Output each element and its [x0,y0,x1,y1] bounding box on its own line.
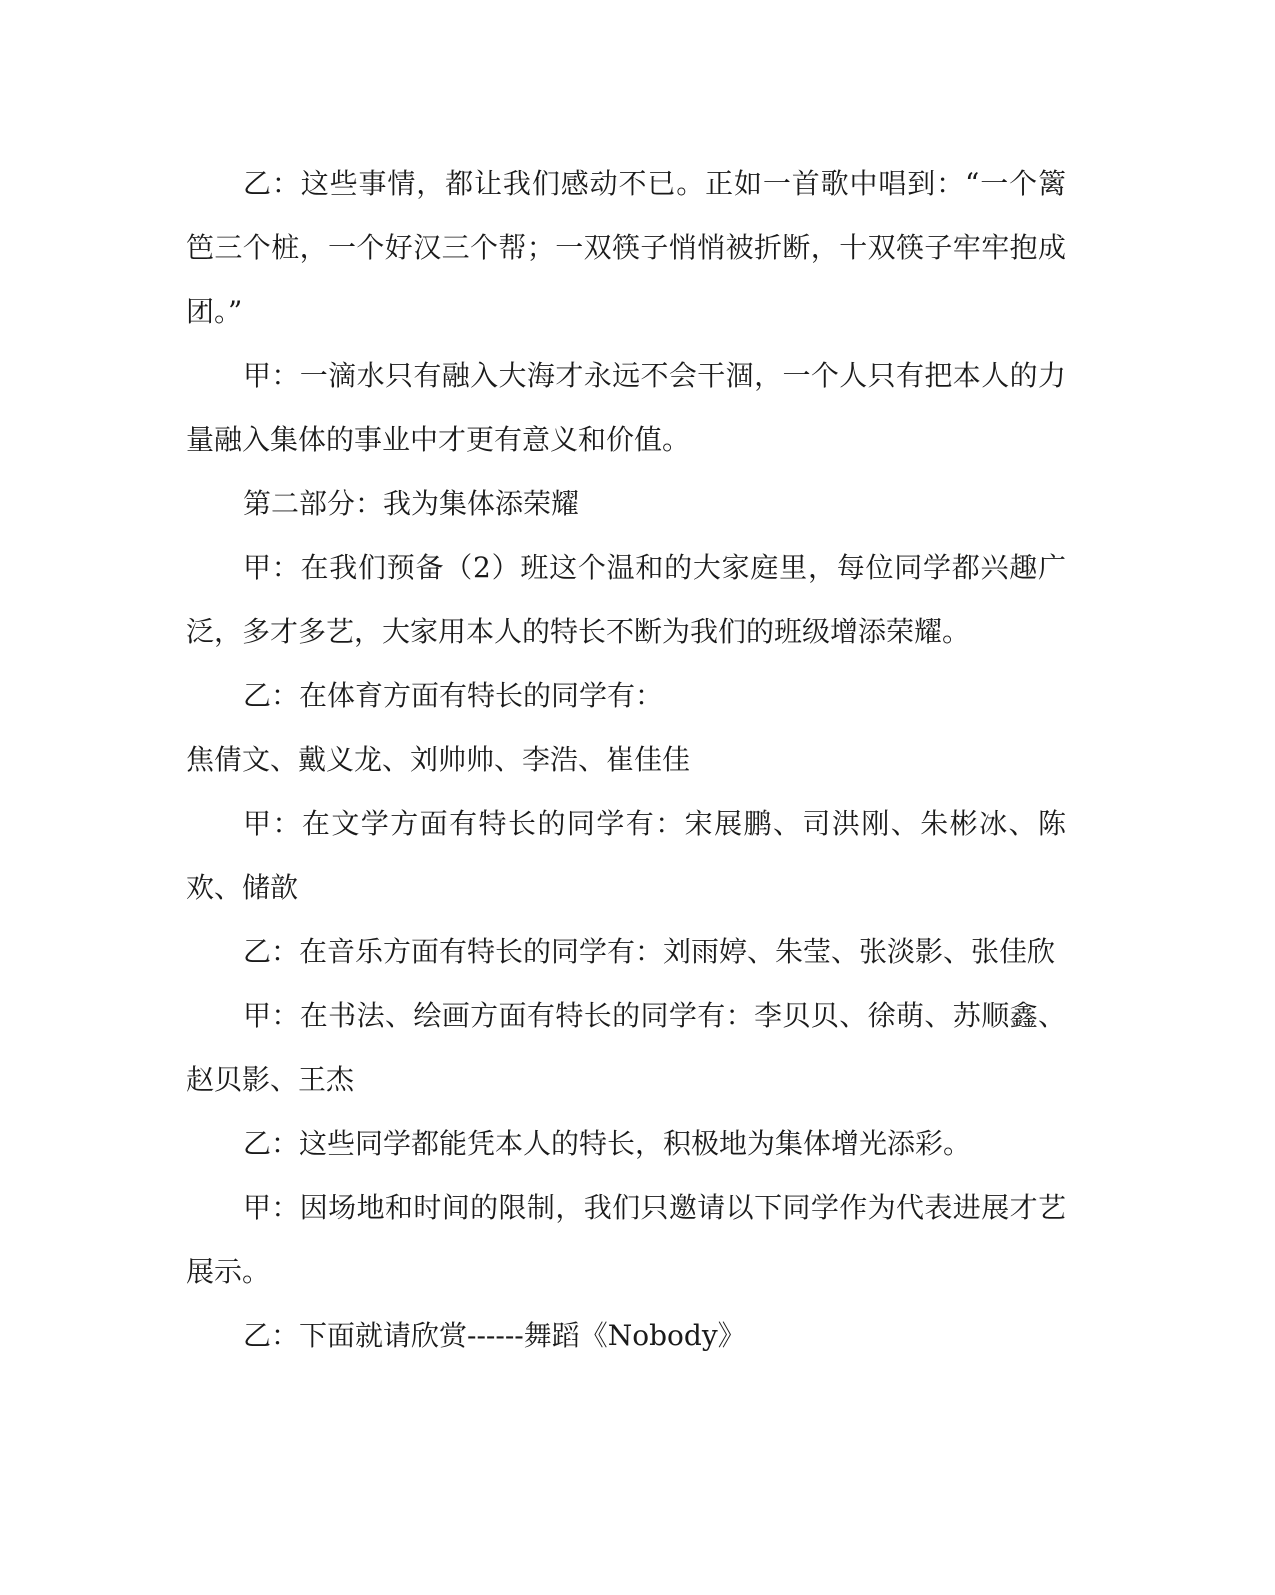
paragraph-10: 乙：这些同学都能凭本人的特长，积极地为集体增光添彩。 [243,1127,972,1160]
paragraph-5: 乙：在体育方面有特长的同学有： [243,679,664,712]
paragraph-4: 甲：在我们预备（2）班这个温和的大家庭里，每位同学都兴趣广泛，多才多艺，大家用本人的特长不断为我们的班级增添荣耀。 [186,551,1066,648]
paragraph-2: 甲：一滴水只有融入大海才永远不会干涸，一个人只有把本人的力量融入集体的事业中才更有意义和价值。 [186,359,1066,456]
paragraph-7: 甲：在文学方面有特长的同学有：宋展鹏、司洪刚、朱彬冰、陈欢、储歆 [186,807,1066,904]
paragraph-11: 甲：因场地和时间的限制，我们只邀请以下同学作为代表进展才艺展示。 [186,1191,1066,1288]
paragraph-1: 乙：这些事情，都让我们感动不已。正如一首歌中唱到：“一个篱笆三个桩，一个好汉三个帮；一双筷子悄悄被折断，十双筷子牢牢抱成团。” [186,167,1066,328]
paragraph-8: 乙：在音乐方面有特长的同学有：刘雨婷、朱莹、张淡影、张佳欣 [243,935,1056,968]
paragraph-6: 焦倩文、戴义龙、刘帅帅、李浩、崔佳佳 [186,743,691,776]
section-heading: 第二部分：我为集体添荣耀 [243,487,580,520]
paragraph-12: 乙：下面就请欣赏------舞蹈《Nobody》 [243,1319,746,1352]
paragraph-9: 甲：在书法、绘画方面有特长的同学有：李贝贝、徐萌、苏顺鑫、赵贝影、王杰 [186,999,1066,1096]
document-body [186,152,1066,1368]
